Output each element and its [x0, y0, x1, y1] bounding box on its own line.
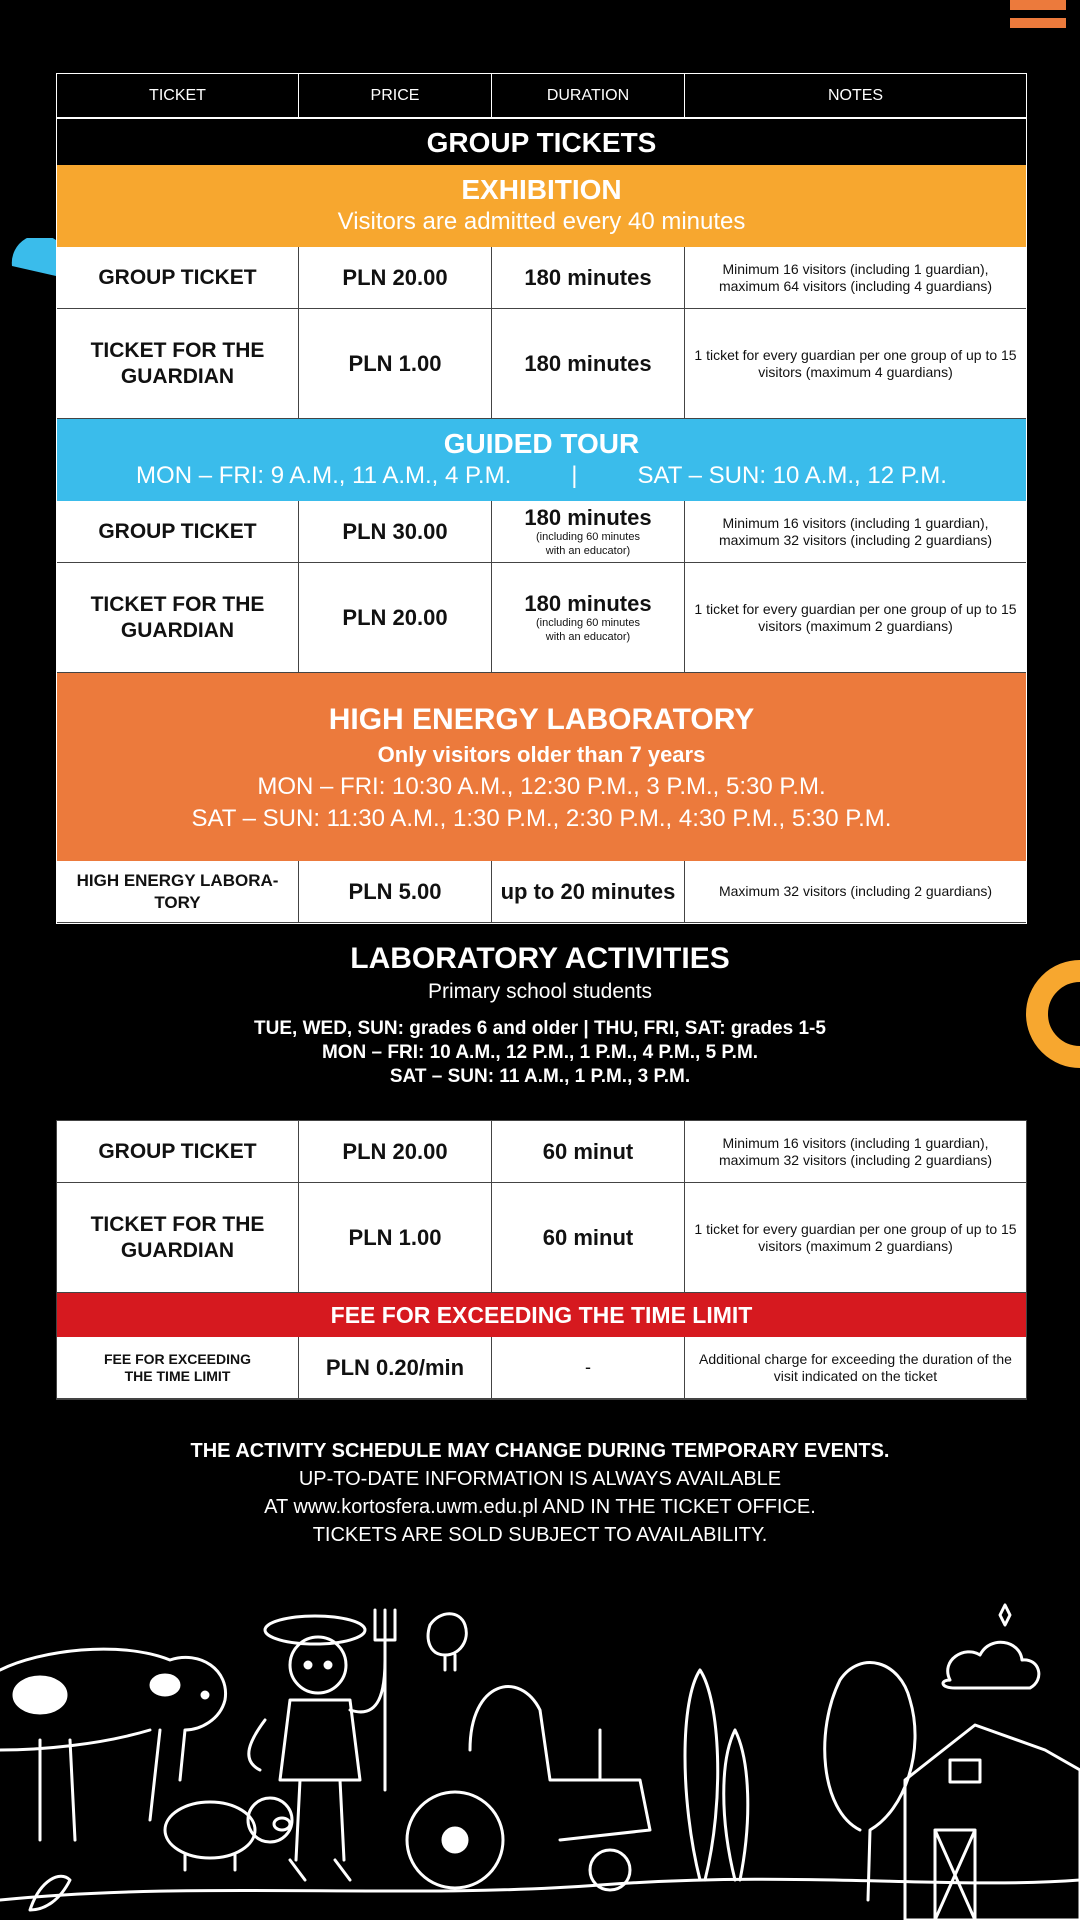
ticket-duration: 180 minutes — [524, 504, 652, 530]
high-energy-band — [57, 673, 1026, 861]
ticket-price: PLN 20.00 — [299, 563, 492, 673]
ticket-duration: 180 minutes — [492, 309, 685, 419]
ticket-duration-cell — [492, 501, 685, 563]
col-price-header: PRICE — [299, 74, 492, 118]
table-row — [57, 309, 1026, 419]
tractor-icon — [407, 1687, 650, 1890]
table-row — [57, 563, 1026, 673]
footer-info: UP-TO-DATE INFORMATION IS ALWAYS AVAILABLE — [298, 1468, 782, 1490]
ticket-duration-note: (including 60 minutes with an educator) — [536, 530, 640, 557]
lab-activities-subtitle: Primary school students — [427, 980, 653, 1003]
ground-line — [0, 1879, 1080, 1900]
high-energy-schedule-weekday: MON – FRI: 10:30 A.M., 12:30 P.M., 3 P.M., 5:30 P.M. — [257, 773, 826, 800]
ticket-name: GROUP TICKET — [57, 247, 299, 309]
ticket-note: Maximum 32 visitors (including 2 guardians) — [685, 861, 1026, 923]
cow-icon — [0, 1649, 226, 1840]
blue-half-circle-icon — [8, 238, 58, 278]
ticket-name: TICKET FOR THE GUARDIAN — [57, 563, 299, 673]
farmer-icon — [249, 1610, 395, 1880]
ticket-duration-note: (including 60 minutes with an educator) — [536, 616, 640, 643]
pig-icon — [165, 1798, 292, 1870]
footer-availability: TICKETS ARE SOLD SUBJECT TO AVAILABILITY. — [312, 1524, 768, 1546]
ticket-name: TICKET FOR THE GUARDIAN — [57, 309, 299, 419]
table-row — [57, 861, 1026, 923]
col-notes-header: NOTES — [685, 74, 1026, 118]
ticket-note: Minimum 16 visitors (including 1 guardian), maximum 64 visitors (including 4 guardians) — [685, 247, 1026, 309]
table-header — [57, 74, 1026, 118]
star-icon — [1000, 1605, 1010, 1625]
footer-website: AT www.kortosfera.uwm.edu.pl AND IN THE TICKET OFFICE. — [264, 1496, 816, 1518]
lab-activities-table — [56, 1120, 1027, 1400]
ticket-name: FEE FOR EXCEEDING THE TIME LIMIT — [57, 1337, 299, 1399]
footer-notice: THE ACTIVITY SCHEDULE MAY CHANGE DURING TEMPORARY EVENTS. — [190, 1440, 890, 1462]
ticket-duration: up to 20 minutes — [492, 861, 685, 923]
ticket-note: Minimum 16 visitors (including 1 guardian), maximum 32 visitors (including 2 guardians) — [685, 1121, 1026, 1183]
exhibition-subtitle: Visitors are admitted every 40 minutes — [337, 208, 746, 235]
ticket-price: PLN 20.00 — [299, 247, 492, 309]
ticket-note: 1 ticket for every guardian per one group of up to 15 visitors (maximum 2 guardians) — [685, 563, 1026, 673]
tree-icon — [685, 1663, 915, 1900]
table-row — [57, 247, 1026, 309]
table-row — [57, 1121, 1026, 1183]
ticket-duration: - — [492, 1337, 685, 1399]
ticket-price: PLN 1.00 — [299, 309, 492, 419]
ticket-duration: 60 minut — [492, 1121, 685, 1183]
group-tickets-title: GROUP TICKETS — [57, 118, 1026, 165]
menu-bars-icon — [1010, 0, 1066, 38]
ticket-price: PLN 1.00 — [299, 1183, 492, 1293]
guided-tour-title: GUIDED TOUR — [443, 428, 640, 459]
ticket-name: HIGH ENERGY LABORA-TORY — [57, 861, 299, 923]
chicken-icon — [428, 1614, 466, 1670]
ticket-duration: 60 minut — [492, 1183, 685, 1293]
exhibition-band — [57, 165, 1026, 247]
col-ticket-header: TICKET — [57, 74, 299, 118]
ticket-name: GROUP TICKET — [57, 1121, 299, 1183]
exhibition-title: EXHIBITION — [461, 174, 622, 205]
leaf-icon — [30, 1876, 70, 1910]
ticket-name: GROUP TICKET — [57, 501, 299, 563]
table-row — [57, 501, 1026, 563]
cloud-icon — [943, 1642, 1039, 1688]
ticket-price: PLN 20.00 — [299, 1121, 492, 1183]
barn-icon — [905, 1725, 1080, 1920]
ticket-note: 1 ticket for every guardian per one group of up to 15 visitors (maximum 4 guardians) — [685, 309, 1026, 419]
group-tickets-table — [56, 73, 1027, 924]
guided-tour-schedule-weekend: SAT – SUN: 10 A.M., 12 P.M. — [637, 462, 947, 489]
high-energy-title: HIGH ENERGY LABORATORY — [328, 703, 755, 736]
ticket-price: PLN 30.00 — [299, 501, 492, 563]
table-row — [57, 1337, 1026, 1399]
lab-activities-schedule-weekday: MON – FRI: 10 A.M., 12 P.M., 1 P.M., 4 P.M., 5 P.M. — [321, 1042, 759, 1063]
ticket-duration-cell — [492, 563, 685, 673]
schedule-separator: | — [571, 462, 578, 489]
high-energy-schedule-weekend: SAT – SUN: 11:30 A.M., 1:30 P.M., 2:30 P.M., 4:30 P.M., 5:30 P.M. — [191, 805, 892, 832]
col-duration-header: DURATION — [492, 74, 685, 118]
lab-activities-title: LABORATORY ACTIVITIES — [350, 942, 730, 975]
guided-tour-schedule — [57, 461, 1026, 491]
ticket-duration: 180 minutes — [524, 590, 652, 616]
fee-band: FEE FOR EXCEEDING THE TIME LIMIT — [57, 1293, 1026, 1337]
ticket-note: 1 ticket for every guardian per one group of up to 15 visitors (maximum 2 guardians) — [685, 1183, 1026, 1293]
ticket-note: Additional charge for exceeding the duration of the visit indicated on the ticket — [685, 1337, 1026, 1399]
ticket-name: TICKET FOR THE GUARDIAN — [57, 1183, 299, 1293]
lab-activities-schedule-weekend: SAT – SUN: 11 A.M., 1 P.M., 3 P.M. — [389, 1066, 691, 1087]
farm-illustration — [0, 1580, 1080, 1920]
ticket-duration: 180 minutes — [492, 247, 685, 309]
lab-activities-grades: TUE, WED, SUN: grades 6 and older | THU, FRI, SAT: grades 1-5 — [254, 1018, 826, 1039]
high-energy-restriction: Only visitors older than 7 years — [377, 742, 706, 767]
ticket-price: PLN 0.20/min — [299, 1337, 492, 1399]
guided-tour-schedule-weekday: MON – FRI: 9 A.M., 11 A.M., 4 P.M. — [136, 462, 512, 489]
table-row — [57, 1183, 1026, 1293]
ticket-note: Minimum 16 visitors (including 1 guardian), maximum 32 visitors (including 2 guardians) — [685, 501, 1026, 563]
guided-tour-band — [57, 419, 1026, 501]
ticket-price: PLN 5.00 — [299, 861, 492, 923]
